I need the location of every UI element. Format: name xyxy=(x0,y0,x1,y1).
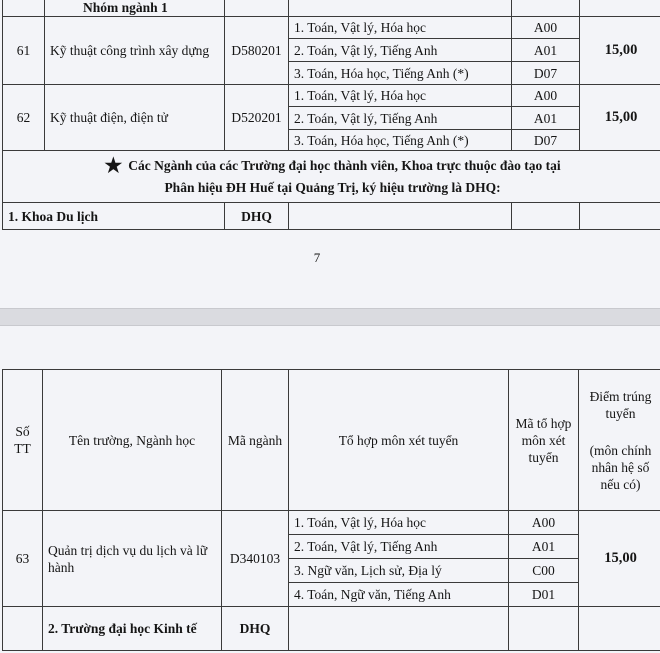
combo-subjects: 3. Toán, Hóa học, Tiếng Anh (*) xyxy=(289,62,512,85)
combo-code: C00 xyxy=(509,559,579,583)
cutoff-score: 15,00 xyxy=(580,17,660,85)
header-score-note: (môn chính nhân hệ số nếu có) xyxy=(589,442,652,492)
header-combo-code: Mã tổ hợp môn xét tuyển xyxy=(509,370,579,511)
major-code: D580201 xyxy=(225,17,289,85)
section-row xyxy=(3,203,660,230)
combo-subjects: 2. Toán, Vật lý, Tiếng Anh xyxy=(289,39,512,62)
major-name: Kỹ thuật công trình xây dựng xyxy=(45,17,225,85)
page-break xyxy=(0,308,660,326)
section-code: DHQ xyxy=(225,203,289,230)
admission-table-top xyxy=(2,0,660,230)
major-name: Quản trị dịch vụ du lịch và lữ hành xyxy=(43,511,222,607)
combo-subjects: 3. Toán, Hóa học, Tiếng Anh (*) xyxy=(289,130,512,151)
row-stt: 61 xyxy=(3,17,45,85)
header-stt: Số TT xyxy=(3,370,43,511)
note-line-2: Phân hiệu ĐH Huế tại Quảng Trị, ký hiệu trường là DHQ: xyxy=(164,179,501,195)
combo-code: A00 xyxy=(512,17,580,39)
combo-subjects: 3. Ngữ văn, Lịch sử, Địa lý xyxy=(289,559,509,583)
combo-code: A00 xyxy=(509,511,579,535)
major-code: D340103 xyxy=(222,511,289,607)
combo-code: D07 xyxy=(512,130,580,151)
combo-code: A01 xyxy=(509,535,579,559)
combo-code: A01 xyxy=(512,107,580,130)
row-stt: 63 xyxy=(3,511,43,607)
major-name: Kỹ thuật điện, điện tử xyxy=(45,85,225,151)
header-combo: Tổ hợp môn xét tuyển xyxy=(289,370,509,511)
header-score: Điểm trúng tuyển xyxy=(589,388,652,421)
section-code: DHQ xyxy=(222,607,289,651)
admission-table-bottom xyxy=(2,369,660,651)
note-line-1: Các Ngành của các Trường đại học thành viên, Khoa trực thuộc đào tạo tại xyxy=(128,157,561,173)
combo-subjects: 4. Toán, Ngữ văn, Tiếng Anh xyxy=(289,583,509,607)
group-label: Nhóm ngành 1 xyxy=(45,0,225,17)
star-icon: ★ xyxy=(104,154,123,177)
row-stt: 62 xyxy=(3,85,45,151)
combo-subjects: 1. Toán, Vật lý, Hóa học xyxy=(289,511,509,535)
section-label: 1. Khoa Du lịch xyxy=(3,203,225,230)
combo-code: A01 xyxy=(512,39,580,62)
note-row xyxy=(3,151,660,203)
header-name: Tên trường, Ngành học xyxy=(43,370,222,511)
combo-code: D01 xyxy=(509,583,579,607)
combo-subjects: 2. Toán, Vật lý, Tiếng Anh xyxy=(289,535,509,559)
group-row xyxy=(3,0,660,17)
section-label: 2. Trường đại học Kinh tế xyxy=(43,607,222,651)
table-row xyxy=(3,511,660,535)
bottom-page xyxy=(0,326,660,653)
page-number: 7 xyxy=(313,250,321,265)
combo-code: A00 xyxy=(512,85,580,107)
header-row xyxy=(3,370,660,511)
table-row xyxy=(3,85,660,107)
section-row xyxy=(3,607,660,651)
combo-subjects: 1. Toán, Vật lý, Hóa học xyxy=(289,17,512,39)
cutoff-score: 15,00 xyxy=(580,85,660,151)
combo-subjects: 2. Toán, Vật lý, Tiếng Anh xyxy=(289,107,512,130)
combo-code: D07 xyxy=(512,62,580,85)
cutoff-score: 15,00 xyxy=(579,511,660,607)
combo-subjects: 1. Toán, Vật lý, Hóa học xyxy=(289,85,512,107)
table-row xyxy=(3,17,660,39)
top-page xyxy=(0,0,660,308)
header-code: Mã ngành xyxy=(222,370,289,511)
major-code: D520201 xyxy=(225,85,289,151)
